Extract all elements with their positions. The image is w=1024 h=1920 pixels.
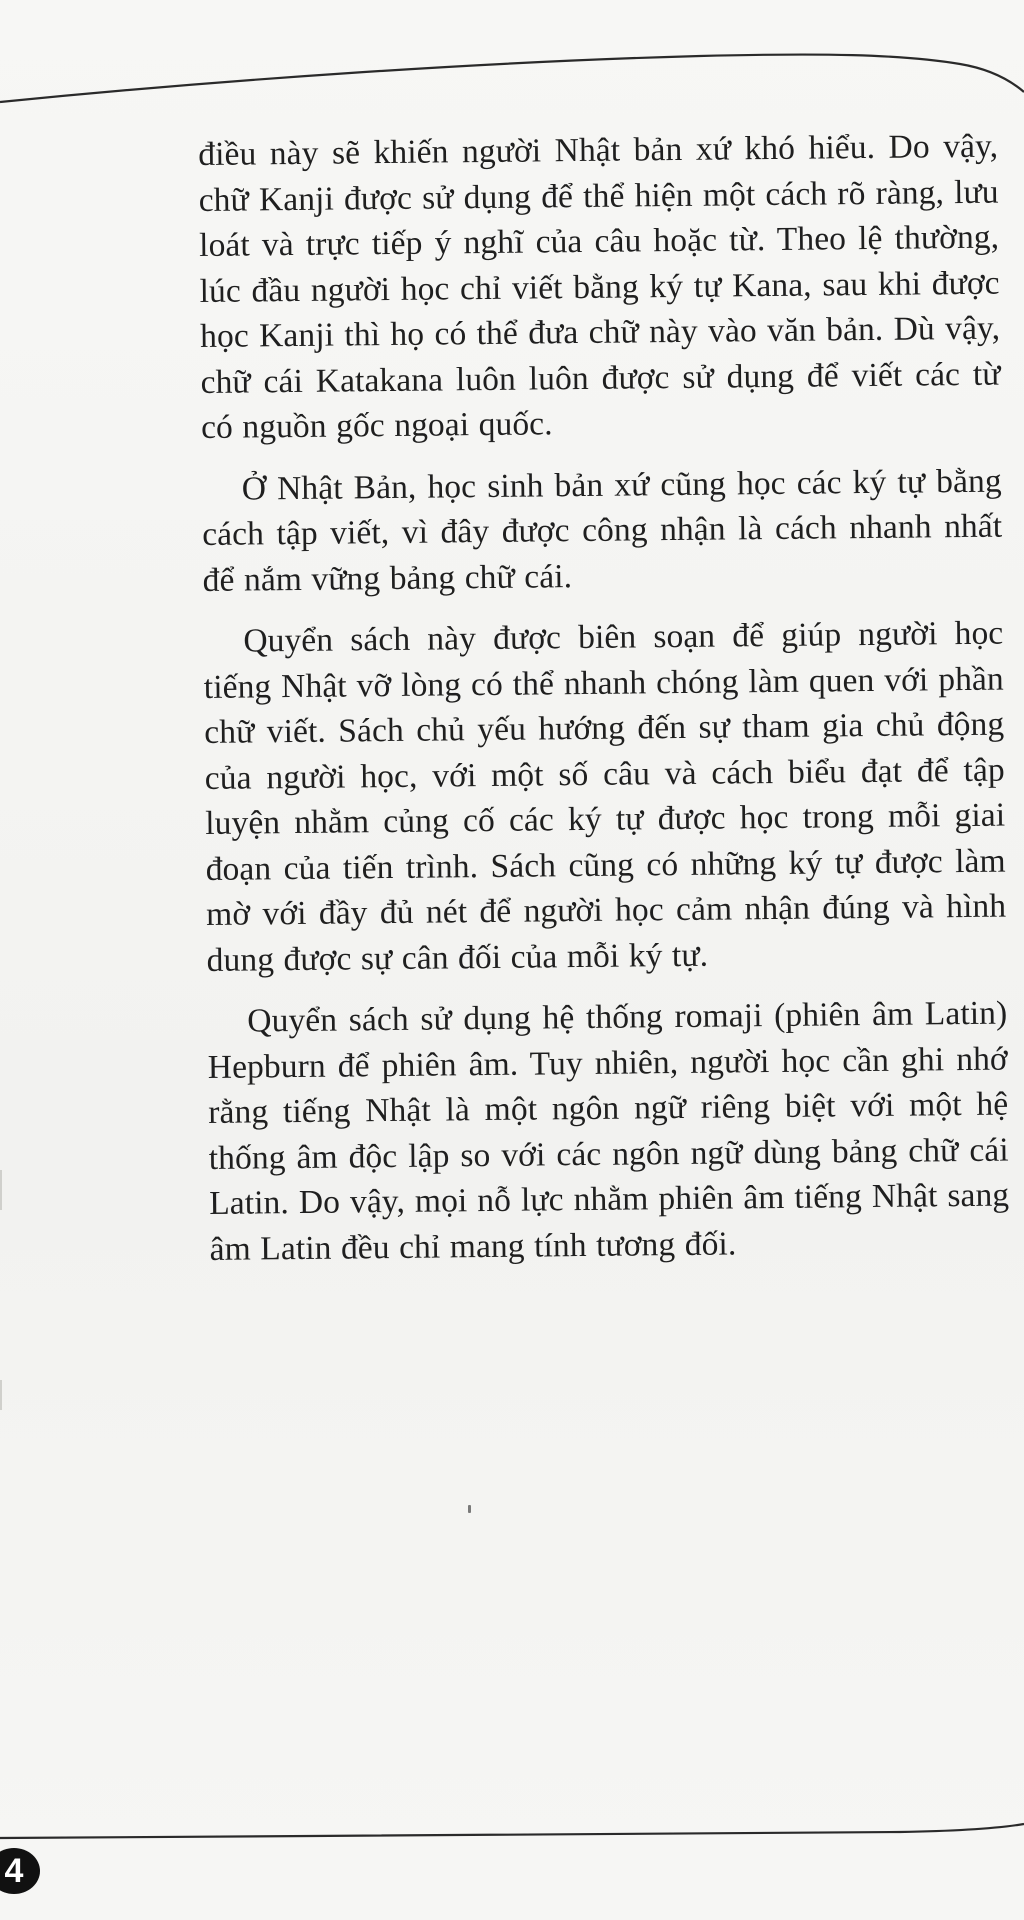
print-speck	[468, 1505, 471, 1513]
paragraph-4	[207, 991, 1010, 1272]
body-text	[198, 124, 1010, 1288]
edge-shadow	[0, 1380, 2, 1410]
edge-shadow	[0, 1170, 2, 1210]
page-number-badge: 4	[0, 1848, 40, 1894]
paragraph-2	[202, 458, 1003, 603]
paragraph-1: điều này sẽ khiến người Nhật bản xứ khó hiểu. Do vậy, chữ Kanji được sử dụng để thể hiện một cách rõ ràng, lưu loát và trực tiếp ý nghĩ của câu hoặc từ. Theo lệ thường, lúc đầu người học chỉ viết bằng ký tự Kana, sau khi được học Kanji thì họ có thể đưa chữ này vào văn bản. Dù vậy, chữ cái Katakana luôn luôn được sử dụng để viết các từ có nguồn gốc ngoại quốc.	[198, 127, 1001, 446]
paragraph-2-text: Ở Nhật Bản, học sinh bản xứ cũng học các ký tự bằng cách tập viết, vì đây được công nhận là cách nhanh nhất để nắm vững bảng chữ cái.	[202, 462, 1003, 599]
paragraph-4-text: Quyển sách sử dụng hệ thống romaji (phiên âm Latin) Hepburn để phiên âm. Tuy nhiên, người học cần ghi nhớ rằng tiếng Nhật là một ngôn ngữ riêng biệt với một hệ thống âm độc lập so với các ngôn ngữ dùng bảng chữ cái Latin. Do vậy, mọi nỗ lực nhằm phiên âm tiếng Nhật sang âm Latin đều chỉ mang tính tương đối.	[207, 994, 1010, 1268]
top-border-line	[0, 40, 1024, 120]
paragraph-3	[203, 611, 1007, 983]
bottom-border-line	[0, 1810, 1024, 1850]
paragraph-3-text: Quyển sách này được biên soạn để giúp người học tiếng Nhật vỡ lòng có thể nhanh chóng làm quen với phần chữ viết. Sách chủ yếu hướng đến sự tham gia chủ động của người học, với một số câu và cách biểu đạt để tập luyện nhằm củng cố các ký tự được học trong mỗi giai đoạn của tiến trình. Sách cũng có những ký tự được làm mờ với đầy đủ nét để người học cảm nhận đúng và hình dung được sự cân đối của mỗi ký tự.	[203, 614, 1007, 979]
